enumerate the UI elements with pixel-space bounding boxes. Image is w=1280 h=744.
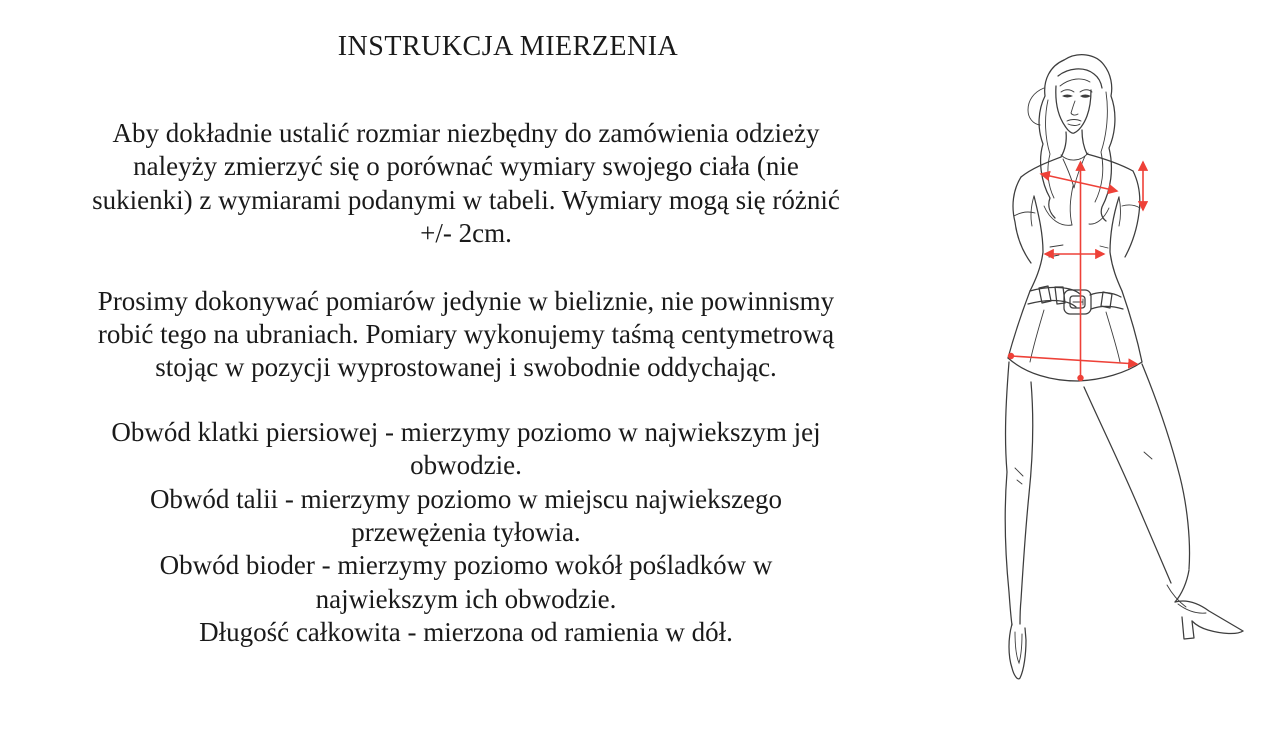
measurement-figure (960, 0, 1280, 739)
length-line-dot (1077, 375, 1083, 381)
woman-sketch-illustration (960, 0, 1280, 739)
hip-measurement-line (1011, 356, 1137, 364)
measurement-line-text: Obwód talii - mierzymy poziomo w miejscu najwiekszego (149, 483, 783, 514)
intro-line: sukienki) z wymiarami podanymi w tabeli. Wymiary mogą się różnić (92, 184, 840, 215)
how-to-measure-paragraph (40, 285, 892, 385)
bust-measurement-line (1041, 174, 1117, 191)
measurement-line-text: Obwód klatki piersiowej - mierzymy poziomo w najwiekszym jej (111, 416, 821, 447)
intro-line: Aby dokładnie ustalić rozmiar niezbędny do zamówienia odzieży (112, 118, 820, 148)
measurement-line-text: najwiekszym ich obwodzie. (315, 583, 617, 614)
measurement-definitions-paragraph (40, 416, 892, 650)
measurement-line-text: obwodzie. (410, 450, 522, 481)
page-title: INSTRUKCJA MIERZENIA (337, 31, 679, 62)
instructions-text-column (40, 0, 892, 650)
hip-line-dot (1008, 353, 1014, 359)
howto-line: Prosimy dokonywać pomiarów jedynie w bieliznie, nie powinnismy (97, 285, 835, 316)
intro-line: naleyży zmierzyć się o porównać wymiary swojego ciała (nie (133, 151, 799, 182)
measurement-line-text: przewężenia tyłowia. (351, 517, 581, 548)
howto-line: robić tego na ubraniach. Pomiary wykonujemy taśmą centymetrową (97, 319, 835, 350)
woman-sketch-lines (1005, 55, 1243, 679)
measurement-line-text: Długość całkowita - mierzona od ramienia w dół. (199, 617, 733, 648)
measurement-overlay (1008, 162, 1143, 381)
howto-line: stojąc w pozycji wyprostowanej i swobodnie oddychając. (155, 352, 777, 383)
intro-paragraph (40, 117, 892, 251)
measurement-line-text: Obwód bioder - mierzymy poziomo wokół pośladków w (159, 550, 773, 581)
intro-line: +/- 2cm. (420, 218, 512, 249)
